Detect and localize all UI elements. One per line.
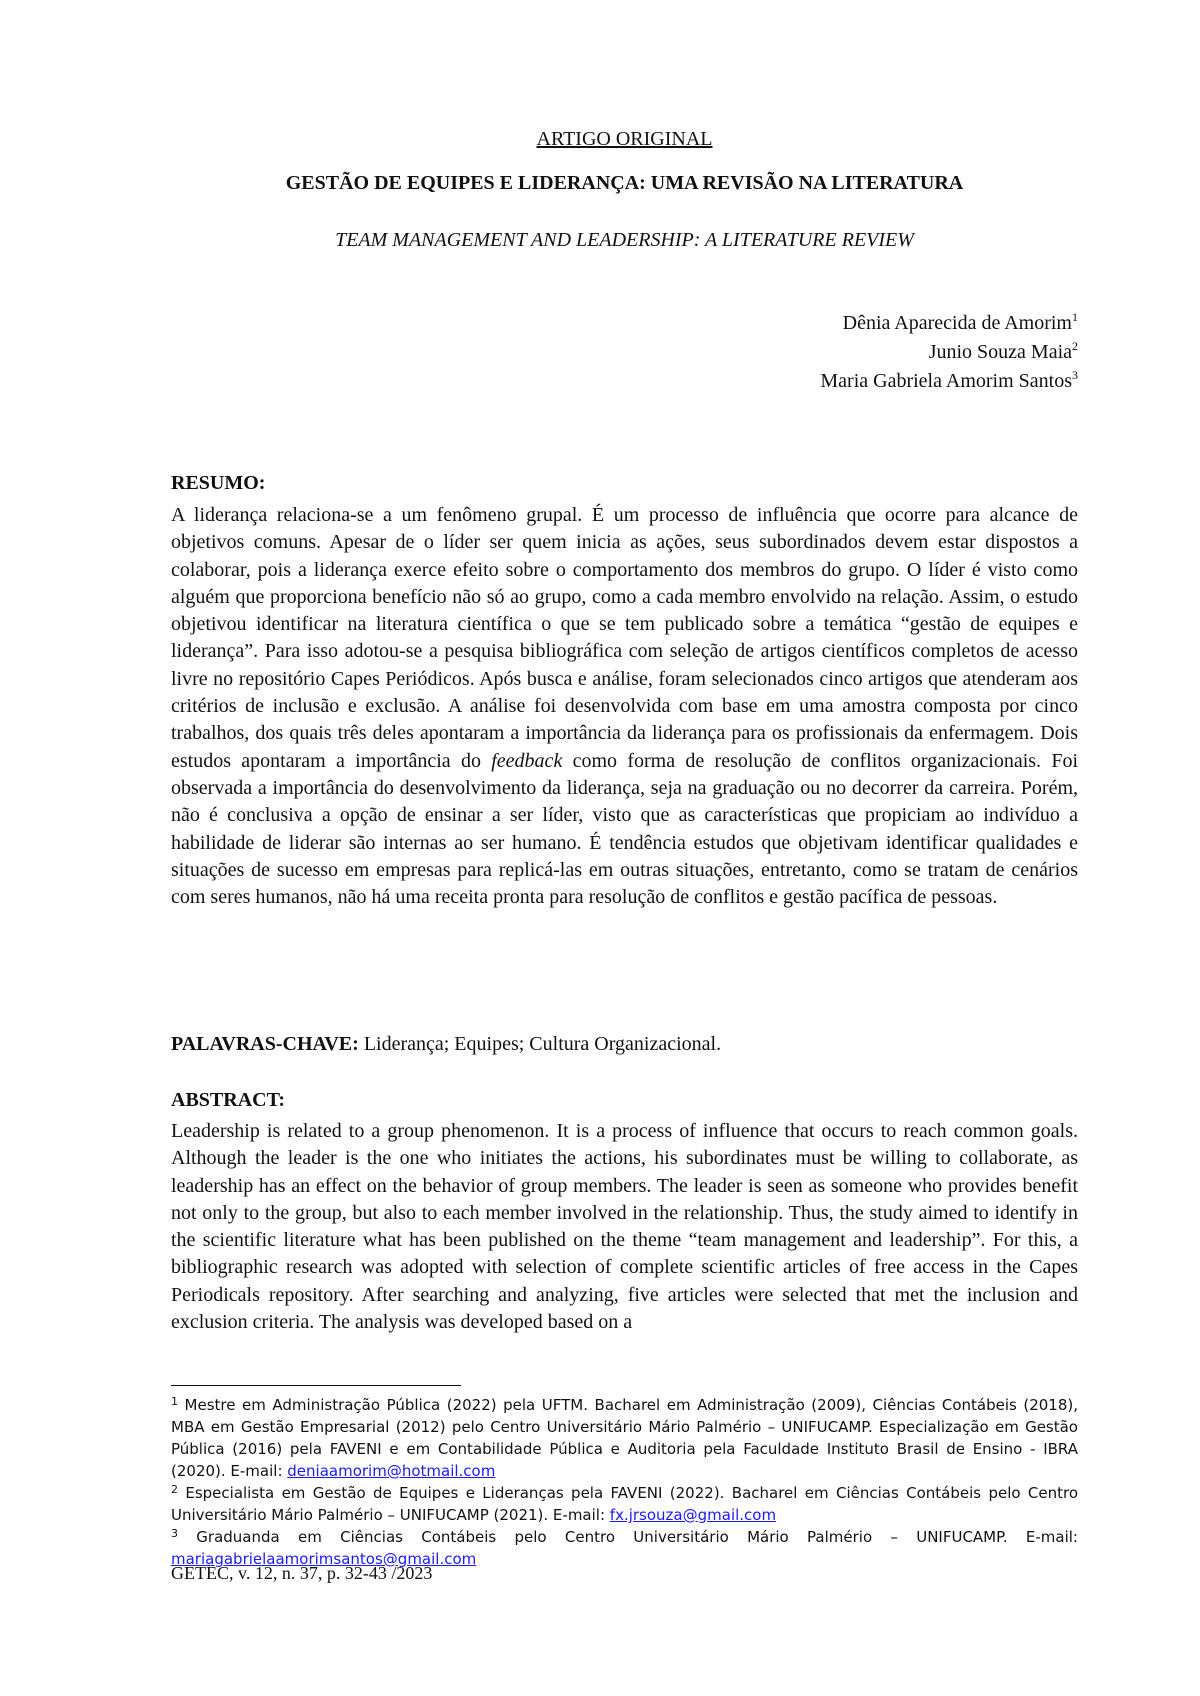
abstract-heading: ABSTRACT: [171, 1089, 286, 1111]
keywords-label: PALAVRAS-CHAVE: [171, 1033, 359, 1055]
footnotes [171, 1394, 1078, 1570]
footnote-1-email-link[interactable]: deniaamorim@hotmail.com [287, 1462, 496, 1480]
article-type-label: ARTIGO ORIGINAL [536, 128, 713, 150]
author-3: Maria Gabriela Amorim Santos$^3$ [820, 368, 1078, 392]
author-1: Dênia Aparecida de Amorim$^1$ [842, 310, 1078, 334]
page-footer-citation: GETEC, v. 12, n. 37, p. 32-43 /2023 [171, 1563, 433, 1583]
document-page [171, 0, 1078, 1696]
resumo-text: A liderança relaciona-se a um fenômeno grupal. É um processo de influência que ocorre para alcance de objetivos comuns. Apesar de o líder ser quem inicia as ações, seus subordinados devem estar dispostos a colaborar, pois a liderança exerce efeito sobre o comportamento dos membros do grupo. O líder é visto como alguém que proporciona benefício não só ao grupo, como a cada membro envolvido na relação. Assim, o estudo objetivou identificar na literatura científica o que se tem publicado sobre a temática “gestão de equipes e liderança”. Para isso adotou-se a pesquisa bibliográfica com seleção de artigos científicos completos de acesso livre no repositório Capes Periódicos. Após busca e análise, foram selecionados cinco artigos que atenderam aos critérios de inclusão e exclusão. A análise foi desenvolvida com base em uma amostra composta por cinco trabalhos, dos quais três deles apontaram a importância da liderança para os profissionais da enfermagem. Dois estudos apontaram a importância do feedback como forma de resolução de conflitos organizacionais. Foi observada a importância do desenvolvimento da liderança, seja na graduação ou no decorrer da carreira. Porém, não é conclusiva a opção de ensinar a ser líder, visto que as características que propiciam ao indivíduo a habilidade de liderar são internas ao ser humano. É tendência estudos que objetivam identificar qualidades e situações de sucesso em empresas para replicá-las em outras situações, entretanto, como se tratam de cenários com seres humanos, não há uma receita pronta para resolução de conflitos e gestão pacífica de pessoas. [171, 504, 1079, 909]
title-english: TEAM MANAGEMENT AND LEADERSHIP: A LITERATURE REVIEW [335, 229, 914, 251]
author-1-mark: 1 [1072, 310, 1078, 324]
footnote-3: $^3$ Graduanda em Ciências Contábeis pelo Centro Universitário Mário Palmério – UNIFUCAMP. E-mail: mariagabrielaamorimsantos@gmail.com [171, 1527, 1078, 1568]
author-2-mark: 2 [1072, 339, 1078, 353]
footnote-2: $^2$ Especialista em Gestão de Equipes e Lideranças pela FAVENI (2022). Bacharel em Ciências Contábeis pelo Centro Universitário Mário Palmério – UNIFUCAMP (2021). E-mail: fx.jrsouza@gmail.com [171, 1483, 1078, 1524]
keywords-value: Liderança; Equipes; Cultura Organizacional. [363, 1033, 722, 1055]
footnote-2-email-link[interactable]: fx.jrsouza@gmail.com [609, 1506, 777, 1524]
author-2: Junio Souza Maia$^2$ [928, 339, 1078, 363]
footnote-divider [171, 1385, 461, 1386]
author-list [820, 309, 1078, 396]
title-portuguese: GESTÃO DE EQUIPES E LIDERANÇA: UMA REVISÃO NA LITERATURA [285, 172, 964, 194]
keywords-line [171, 1033, 1078, 1056]
resumo-italic-term: feedback [491, 749, 563, 772]
author-3-mark: 3 [1072, 368, 1078, 382]
footnote-1: $^1$ Mestre em Administração Pública (2022) pela UFTM. Bacharel em Administração (2009), Ciências Contábeis (2018), MBA em Gestão Empresarial (2012) pelo Centro Universitário Mário Palmério – UNIFUCAMP. Especialização em Gestão Pública (2016) pela FAVENI e em Contabilidade Pública e Auditoria pela Faculdade Instituto Brasil de Ensino - IBRA (2020). E-mail: deniaamorim@hotmail.com [171, 1395, 1078, 1480]
footnote-3-email-link[interactable]: mariagabrielaamorimsantos@gmail.com [171, 1550, 477, 1568]
resumo-heading: RESUMO: [171, 472, 266, 494]
abstract-text: Leadership is related to a group phenomenon. It is a process of influence that occurs to reach common goals. Although the leader is the one who initiates the actions, his subordinates must be willing to collaborate, as leadership has an effect on the behavior of group members. The leader is seen as someone who provides benefit not only to the group, but also to each member involved in the relationship. Thus, the study aimed to identify in the scientific literature what has been published on the theme “team management and leadership”. For this, a bibliographic research was adopted with selection of complete scientific articles of free access in the Capes Periodicals repository. After searching and analyzing, five articles were selected that met the inclusion and exclusion criteria. The analysis was developed based on a [171, 1120, 1078, 1334]
